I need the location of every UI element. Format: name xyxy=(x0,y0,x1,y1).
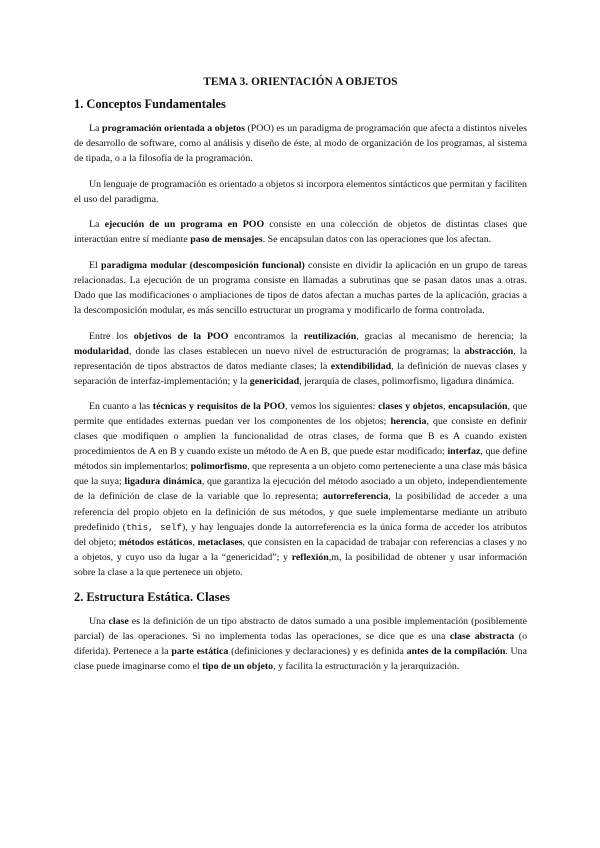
paragraph-poo-definition: La programación orientada a objetos (POO) es un paradigma de programación que afecta a distintos niveles de desarrollo de software, como al análisis y diseño de éste, al modo de organización de los programas, al sistema de tipada, o a la filosofía de la programación. xyxy=(74,123,527,165)
paragraph-poo-objectives: Entre los objetivos de la POO encontramos la reutilización, gracias al mecanismo de herencia; la modularidad, donde las clases establecen un nuevo nivel de estructuración de programas; la abstracción, la representación de tipos abstractos de datos mediante clases; la extendibilidad, la definición de nuevas clases y separación de interfaz-implementación; y la genericidad, jerarquía de clases, polimorfismo, ligadura dinámica. xyxy=(74,330,527,387)
paragraph-oo-language: Un lenguaje de programación es orientado a objetos si incorpora elementos sintácticos que permitan y faciliten el uso del paradigma. xyxy=(74,178,527,205)
paragraph-program-execution: La ejecución de un programa en POO consiste en una colección de objetos de distintas clases que interactúan entre sí mediante paso de mensajes. Se encapsulan datos con las operaciones que los afectan. xyxy=(74,219,527,246)
section-heading-1: 1. Conceptos Fundamentales xyxy=(74,97,226,111)
code-keywords: this, self xyxy=(126,521,183,533)
paragraph-poo-techniques: En cuanto a las técnicas y requisitos de la POO, vemos los siguientes: clases y objetos, encapsulación, que permite que entidades externas puedan ver los componentes de los objetos; herencia, que consiste en definir clases que modifiquen o amplíen la funcionalidad de otras clases, de forma que B es A cuando existen procedimientos de A en B y cuando existe un método de A en B, que puede estar modificado; interfaz, que define métodos sin implementarlos; polimorfismo, que representa a un objeto como perteneciente a una clase más básica que la suya; ligadura dinámica, que garantiza la ejecución del método asociado a un objeto, independientemente de la definición de clase de la variable que lo representa; autorreferencia, la posibilidad de acceder a una referencia del propio objeto en la definición de sus métodos, y que suele implementarse mediante un atributo predefinido (this, self), y hay lenguajes donde la autorreferencia es la única forma de acceder los atributos del objeto; métodos estáticos, metaclases, que consisten en la capacidad de trabajar con referencias a clases y no a objetos, y cuyo uso da lugar a la “genericidad”; y reflexión,m, la posibilidad de obtener y usar información sobre la clase a la que pertenece un objeto. xyxy=(74,401,528,578)
document-title: TEMA 3. ORIENTACIÓN A OBJETOS xyxy=(203,76,398,88)
section-heading-2: 2. Estructura Estática. Clases xyxy=(74,590,230,605)
paragraph-class-definition: Una clase es la definición de un tipo abstracto de datos sumado a una posible implementación (posiblemente parcial) de las operaciones. Si no implementa todas las operaciones, se dice que es una clase abstracta (o diferida). Pertenece a la parte estática (definiciones y declaraciones) y es definida antes de la compilación. Una clase puede imaginarse como el tipo de un objeto, y facilita la estructuración y la jerarquización. xyxy=(74,616,528,673)
paragraph-modular-paradigm: El paradigma modular (descomposición funcional) consiste en dividir la aplicación en un grupo de tareas relacionadas. La ejecución de un programa consiste en llamadas a subrutinas que se pasan datos unas a otras. Dado que las modificaciones o ampliaciones de tipos de datos afectan a muchas partes de la aplicación, gracias a la descomposición modular, es más sencillo estructurar un programa y modificarlo de forma controlada. xyxy=(74,259,528,316)
